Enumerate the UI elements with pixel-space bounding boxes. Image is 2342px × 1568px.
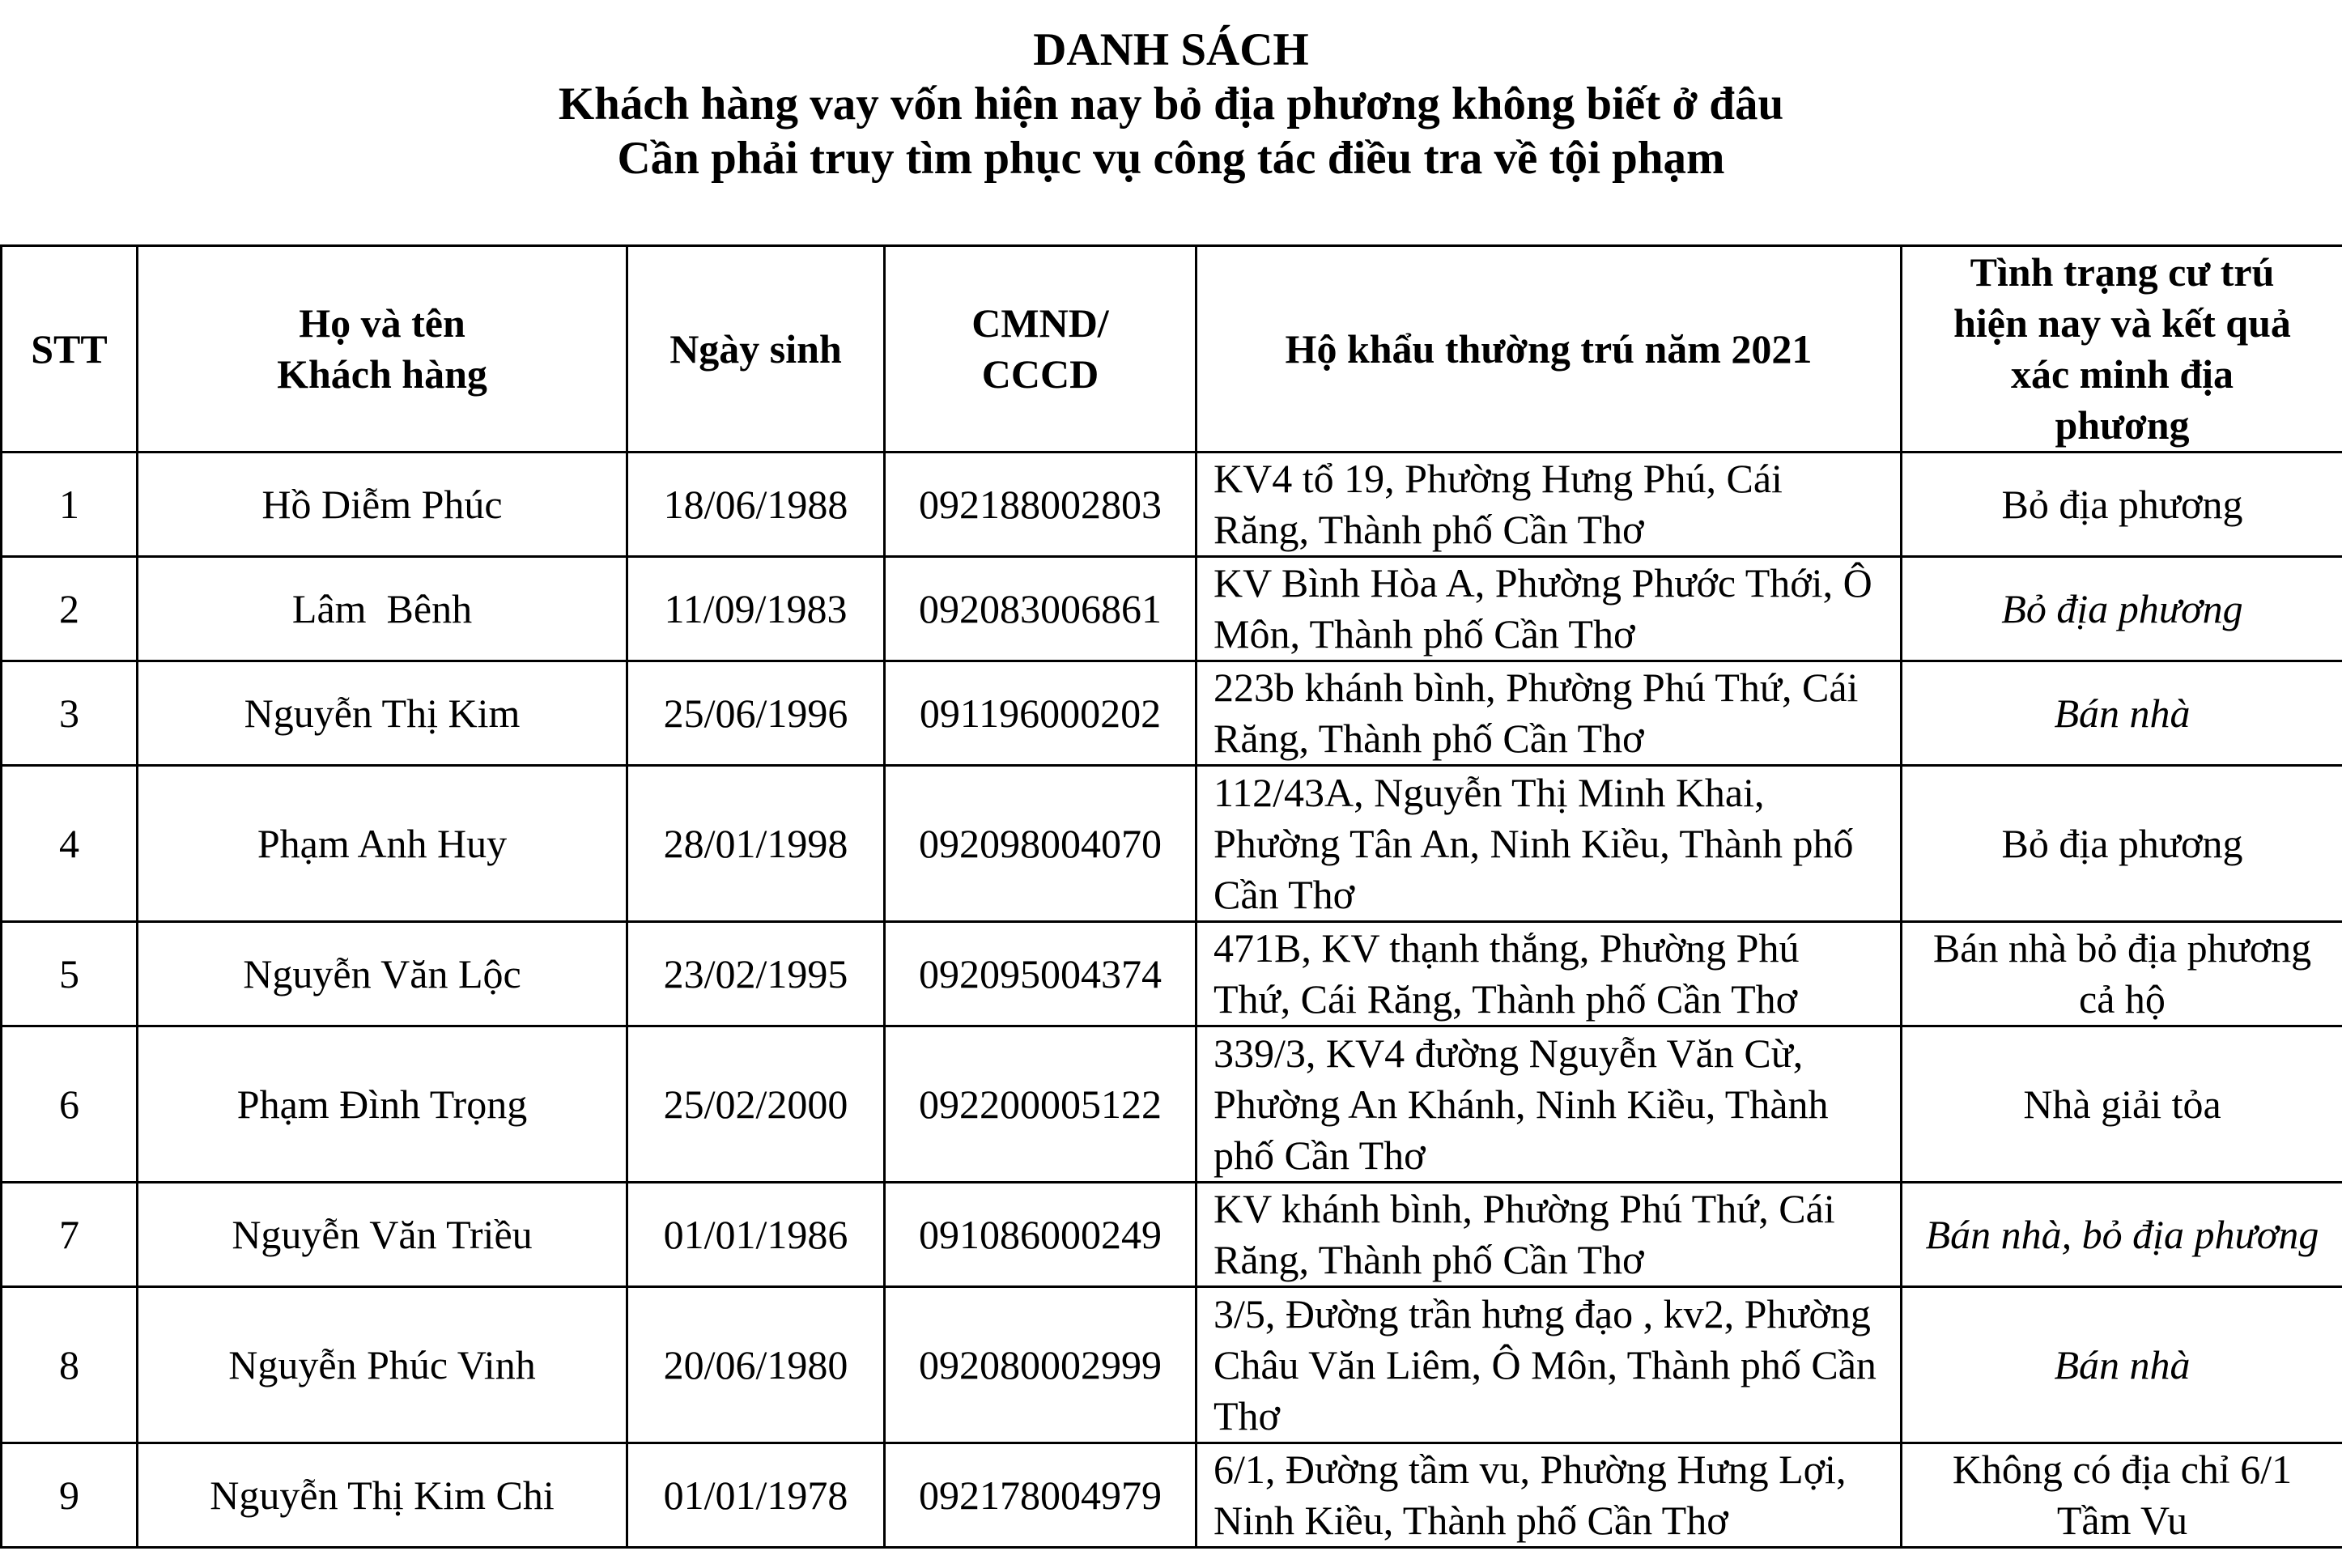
header-id bbox=[885, 246, 1197, 453]
row-status: Không có địa chỉ 6/1 Tầm Vu bbox=[1902, 1443, 2342, 1548]
table-row bbox=[2, 453, 2342, 557]
header-address: Hộ khẩu thường trú năm 2021 bbox=[1197, 246, 1902, 453]
document-subtitle-2: Cần phải truy tìm phục vụ công tác điều tra về tội phạm bbox=[617, 133, 1725, 184]
header-status-line-2: hiện nay và kết quả bbox=[1953, 300, 2291, 346]
row-customer-name: Phạm Đình Trọng bbox=[138, 1026, 627, 1183]
row-address: 223b khánh bình, Phường Phú Thứ, Cái Răng, Thành phố Cần Thơ bbox=[1197, 661, 1902, 766]
row-address: KV Bình Hòa A, Phường Phước Thới, Ô Môn, Thành phố Cần Thơ bbox=[1197, 557, 1902, 661]
document-title: DANH SÁCH bbox=[1033, 24, 1309, 75]
row-status: Bán nhà bbox=[1902, 661, 2342, 766]
row-date-of-birth: 25/02/2000 bbox=[627, 1026, 885, 1183]
row-stt: 9 bbox=[2, 1443, 138, 1548]
row-customer-name: Lâm Bênh bbox=[138, 557, 627, 661]
row-stt: 2 bbox=[2, 557, 138, 661]
table-row bbox=[2, 557, 2342, 661]
row-customer-name: Nguyễn Phúc Vinh bbox=[138, 1287, 627, 1443]
row-address: KV4 tổ 19, Phường Hưng Phú, Cái Răng, Thành phố Cần Thơ bbox=[1197, 453, 1902, 557]
table-row bbox=[2, 766, 2342, 922]
row-id-number: 092098004070 bbox=[885, 766, 1197, 922]
header-status-line-4: phương bbox=[2055, 402, 2190, 448]
header-stt: STT bbox=[2, 246, 138, 453]
row-status: Bán nhà bbox=[1902, 1287, 2342, 1443]
row-stt: 7 bbox=[2, 1183, 138, 1287]
table-header-row bbox=[2, 246, 2342, 453]
row-customer-name: Hồ Diễm Phúc bbox=[138, 453, 627, 557]
row-date-of-birth: 23/02/1995 bbox=[627, 922, 885, 1026]
row-status: Bán nhà bỏ địa phương cả hộ bbox=[1902, 922, 2342, 1026]
row-customer-name: Phạm Anh Huy bbox=[138, 766, 627, 922]
row-date-of-birth: 25/06/1996 bbox=[627, 661, 885, 766]
table-row bbox=[2, 1026, 2342, 1183]
row-date-of-birth: 20/06/1980 bbox=[627, 1287, 885, 1443]
row-customer-name: Nguyễn Văn Triều bbox=[138, 1183, 627, 1287]
row-customer-name: Nguyễn Văn Lộc bbox=[138, 922, 627, 1026]
row-stt: 6 bbox=[2, 1026, 138, 1183]
header-status bbox=[1902, 246, 2342, 453]
row-stt: 4 bbox=[2, 766, 138, 922]
row-address: 6/1, Đường tầm vu, Phường Hưng Lợi, Ninh Kiều, Thành phố Cần Thơ bbox=[1197, 1443, 1902, 1548]
row-status: Bán nhà, bỏ địa phương bbox=[1902, 1183, 2342, 1287]
row-date-of-birth: 18/06/1988 bbox=[627, 453, 885, 557]
row-status: Bỏ địa phương bbox=[1902, 766, 2342, 922]
row-stt: 3 bbox=[2, 661, 138, 766]
row-id-number: 092083006861 bbox=[885, 557, 1197, 661]
document-subtitle-1: Khách hàng vay vốn hiện nay bỏ địa phương không biết ở đâu bbox=[558, 79, 1784, 130]
row-address: KV khánh bình, Phường Phú Thứ, Cái Răng, Thành phố Cần Thơ bbox=[1197, 1183, 1902, 1287]
table-row bbox=[2, 1287, 2342, 1443]
row-date-of-birth: 01/01/1986 bbox=[627, 1183, 885, 1287]
row-id-number: 091196000202 bbox=[885, 661, 1197, 766]
header-name-line-1: Họ và tên bbox=[299, 300, 465, 346]
row-id-number: 092200005122 bbox=[885, 1026, 1197, 1183]
row-status: Bỏ địa phương bbox=[1902, 453, 2342, 557]
row-address: 3/5, Đường trần hưng đạo , kv2, Phường Châu Văn Liêm, Ô Môn, Thành phố Cần Thơ bbox=[1197, 1287, 1902, 1443]
header-dob: Ngày sinh bbox=[627, 246, 885, 453]
row-stt: 5 bbox=[2, 922, 138, 1026]
header-status-line-1: Tình trạng cư trú bbox=[1970, 249, 2275, 295]
header-id-line-1: CMND/ bbox=[971, 300, 1109, 346]
row-id-number: 091086000249 bbox=[885, 1183, 1197, 1287]
table-body bbox=[2, 453, 2342, 1548]
row-date-of-birth: 28/01/1998 bbox=[627, 766, 885, 922]
header-name bbox=[138, 246, 627, 453]
row-date-of-birth: 11/09/1983 bbox=[627, 557, 885, 661]
row-date-of-birth: 01/01/1978 bbox=[627, 1443, 885, 1548]
header-name-line-2: Khách hàng bbox=[277, 351, 487, 397]
row-id-number: 092188002803 bbox=[885, 453, 1197, 557]
customer-table bbox=[0, 244, 2342, 1549]
table-row bbox=[2, 1443, 2342, 1548]
table-row bbox=[2, 1183, 2342, 1287]
header-status-line-3: xác minh địa bbox=[2010, 351, 2234, 397]
row-status: Nhà giải tỏa bbox=[1902, 1026, 2342, 1183]
header-id-line-2: CCCD bbox=[981, 351, 1099, 397]
row-address: 339/3, KV4 đường Nguyễn Văn Cừ, Phường An Khánh, Ninh Kiều, Thành phố Cần Thơ bbox=[1197, 1026, 1902, 1183]
row-stt: 1 bbox=[2, 453, 138, 557]
row-stt: 8 bbox=[2, 1287, 138, 1443]
document-header bbox=[0, 23, 2342, 185]
row-id-number: 092080002999 bbox=[885, 1287, 1197, 1443]
row-id-number: 092178004979 bbox=[885, 1443, 1197, 1548]
row-address: 112/43A, Nguyễn Thị Minh Khai, Phường Tân An, Ninh Kiều, Thành phố Cần Thơ bbox=[1197, 766, 1902, 922]
row-customer-name: Nguyễn Thị Kim bbox=[138, 661, 627, 766]
table-row bbox=[2, 922, 2342, 1026]
row-address: 471B, KV thạnh thắng, Phường Phú Thứ, Cái Răng, Thành phố Cần Thơ bbox=[1197, 922, 1902, 1026]
row-status: Bỏ địa phương bbox=[1902, 557, 2342, 661]
row-customer-name: Nguyễn Thị Kim Chi bbox=[138, 1443, 627, 1548]
table-row bbox=[2, 661, 2342, 766]
row-id-number: 092095004374 bbox=[885, 922, 1197, 1026]
